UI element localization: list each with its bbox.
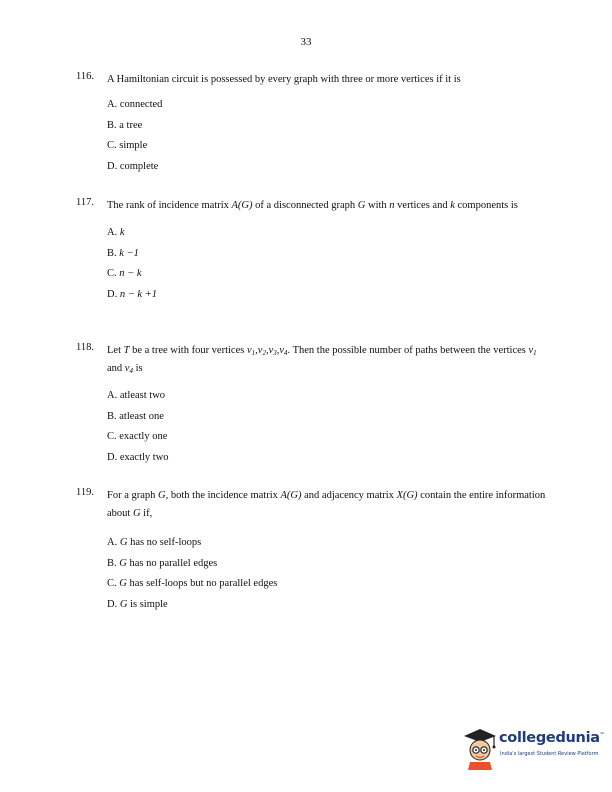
- option-a: A. atleast two: [107, 390, 166, 401]
- option-a: A. G has no self-loops: [107, 537, 202, 548]
- question-text: A Hamiltonian circuit is possessed by every graph with three or more vertices if it is: [107, 74, 461, 85]
- option-d: D. n − k +1: [107, 289, 158, 301]
- option-d: D. exactly two: [107, 452, 169, 464]
- option-b: B. G has no parallel edges: [107, 557, 218, 569]
- brand-name: collegedunia™: [499, 730, 605, 746]
- answer-options: [107, 95, 546, 178]
- option-c: C. n − k: [107, 268, 142, 280]
- option-a: A. k: [107, 227, 125, 238]
- option-c: C. exactly one: [107, 431, 168, 443]
- option-b: B. a tree: [107, 119, 143, 131]
- answer-options: [107, 533, 546, 616]
- option-b: B. atleast one: [107, 410, 164, 422]
- question-number: 119.: [76, 487, 94, 498]
- answer-options: [107, 223, 546, 306]
- option-d: D. complete: [107, 161, 159, 173]
- question-text: Let T be a tree with four vertices $v_1,v_2,v_3,v_4$. Then the possible number of paths between the vertices $v_1$ and $v_4$ is: [107, 345, 537, 375]
- question-117: [76, 197, 546, 306]
- option-c: C. G has self-loops but no parallel edges: [107, 578, 278, 590]
- answer-options: [107, 386, 546, 469]
- question-number: 117.: [76, 197, 94, 208]
- student-mascot-icon: [462, 726, 498, 770]
- page-number: 33: [300, 36, 312, 48]
- option-d: D. G is simple: [107, 599, 168, 611]
- option-c: C. simple: [107, 140, 148, 152]
- question-number: 118.: [76, 342, 94, 353]
- option-b: B. k −1: [107, 247, 139, 259]
- question-118: [76, 342, 546, 469]
- collegedunia-logo: [462, 726, 605, 772]
- question-text: The rank of incidence matrix A(G) of a disconnected graph G with n vertices and k components is: [107, 200, 518, 211]
- question-text: For a graph G, both the incidence matrix A(G) and adjacency matrix X(G) contain the entire information about G if,: [107, 490, 546, 519]
- brand-tagline: India's largest Student Review Platform: [500, 751, 599, 757]
- option-a: A. connected: [107, 99, 163, 110]
- question-119: [76, 487, 546, 616]
- question-116: [76, 71, 546, 178]
- question-number: 116.: [76, 71, 94, 82]
